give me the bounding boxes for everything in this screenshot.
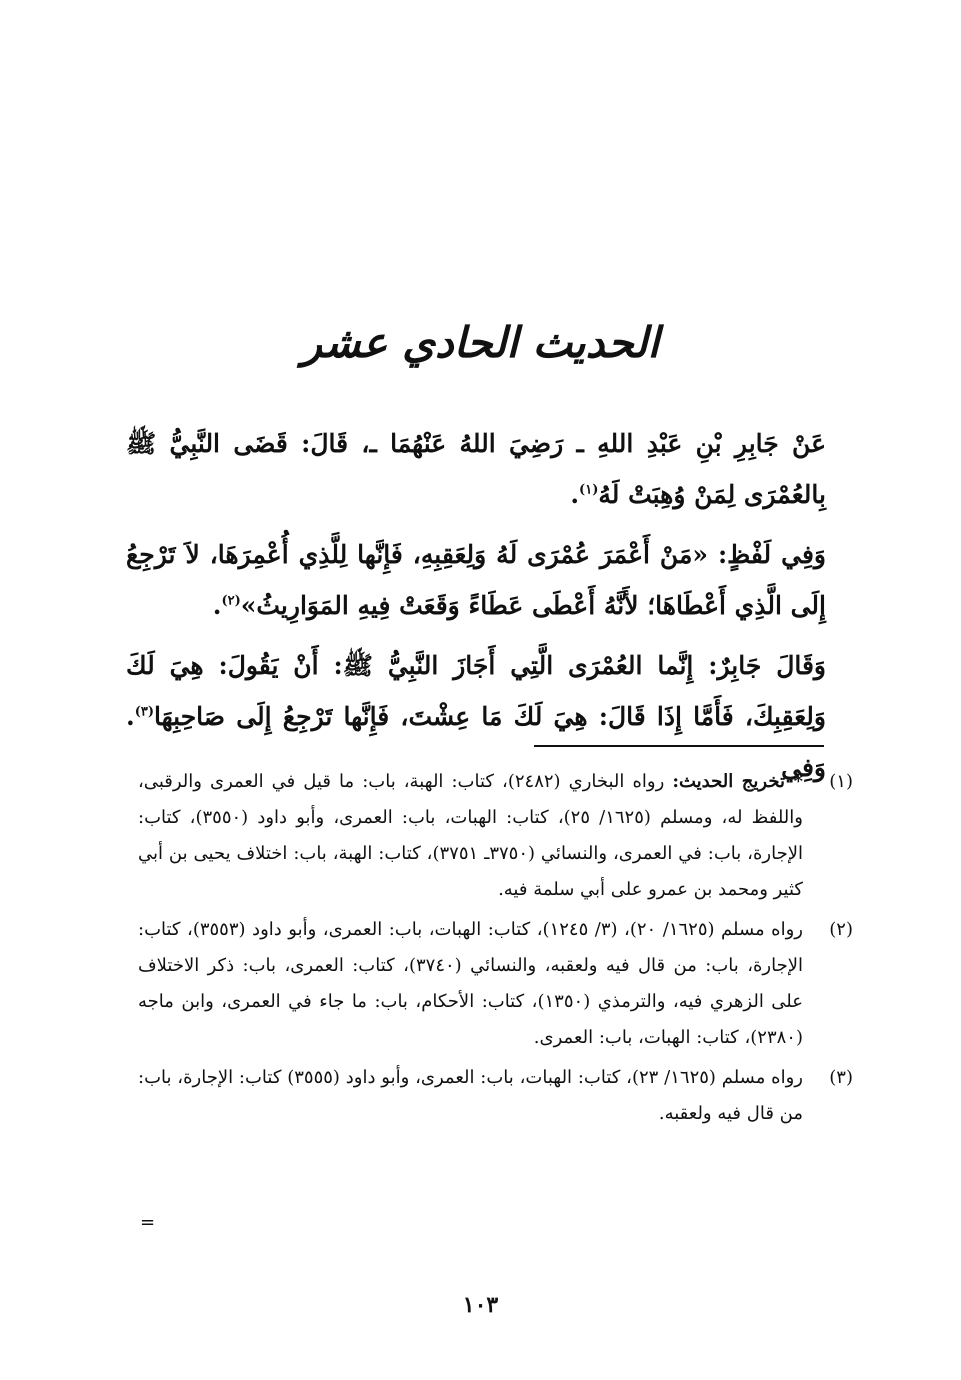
continuation-mark: = [140, 1212, 156, 1233]
page-number: ١٠٣ [462, 1292, 499, 1318]
footnote-3 [138, 1060, 853, 1132]
footnote-ref-1: (١) [579, 482, 599, 498]
body-paragraph-1-text: عَنْ جَابِرِ بْنِ عَبْدِ اللهِ ـ رَضِيَ اللهُ عَنْهُمَا ـ، قَالَ: قَضَى النَّبِيُّ ﷺ بِالعُمْرَى لِمَنْ وُهِبَتْ لَهُ [126, 429, 826, 509]
footnote-1 [138, 764, 853, 908]
footnote-2-number: (٢) [829, 919, 853, 940]
footnote-1-body: رواه البخاري (٢٤٨٢)، كتاب: الهبة، باب: ما قيل في العمرى والرقبى، واللفظ له، ومسلم (١٦٢٥/ ٢٥)، كتاب: الهبات، باب: العمرى، وأبو داود (٣٥٥٠)، كتاب: الإجارة، باب: في العمرى، والنسائي (٣٧٥٠ـ ٣٧٥١)، كتاب: الهبة، باب: اختلاف يحيى بن أبي كثير ومحمد بن عمرو على أبي سلمة فيه. [138, 771, 803, 900]
footnote-3-body: رواه مسلم (١٦٢٥/ ٢٣)، كتاب: الهبات، باب: العمرى، وأبو داود (٣٥٥٥) كتاب: الإجارة، باب: من قال فيه ولعقبه. [138, 1067, 803, 1124]
footnote-divider [534, 745, 824, 747]
footnote-ref-3: (٣) [134, 704, 155, 720]
footnote-2-body: رواه مسلم (١٦٢٥/ ٢٠)، (٣/ ١٢٤٥)، كتاب: الهبات، باب: العمرى، وأبو داود (٣٥٥٣)، كتاب: الإجارة، باب: من قال فيه ولعقبه، والنسائي (٣٧٤٠)، كتاب: العمرى، باب: ذكر الاختلاف على الزهري فيه، والترمذي (١٣٥٠)، كتاب: الأحكام، باب: ما جاء في العمرى، وابن ماجه (٢٣٨٠)، كتاب: الهبات، باب: العمرى. [138, 919, 804, 1048]
body-paragraph-3-text: وَقَالَ جَابِرٌ: إِنَّما العُمْرَى الَّتِي أَجَازَ النَّبِيُّ ﷺ: أَنْ يَقُولَ: هِيَ لَكَ وَلِعَقِبِكَ، فَأَمَّا إِذَا قَالَ: هِيَ لَكَ مَا عِشْتَ، فَإِنَّها تَرْجِعُ إِلَى صَاحِبِهَا [126, 651, 826, 731]
body-paragraph-2-text: وَفِي لَفْظٍ: «مَنْ أَعْمَرَ عُمْرَى لَهُ وَلِعَقِبِهِ، فَإِنَّها لِلَّذِي أُعْمِرَهَا، لاَ تَرْجِعُ إِلَى الَّذِي أَعْطَاهَا؛ لأَنَّهُ أَعْطَى عَطَاءً وَقَعَتْ فِيهِ المَوَارِيثُ» [126, 540, 826, 620]
footnote-1-text [138, 764, 803, 908]
footnote-1-lead: * تخريج الحديث: [672, 771, 803, 792]
footnote-2-text [138, 912, 803, 1056]
chapter-title: الحديث الحادي عشر [301, 318, 660, 367]
body-paragraph-3-end: . وَفِي [126, 702, 826, 782]
body-paragraph-2-end: . [212, 591, 222, 620]
body-paragraph-1 [126, 418, 826, 520]
footnote-2 [138, 912, 853, 1056]
body-paragraph-2 [126, 529, 826, 631]
footnote-1-number: (١) [829, 771, 853, 792]
body-paragraph-1-end: . [570, 480, 580, 509]
footnote-3-text [138, 1060, 803, 1132]
footnote-3-number: (٣) [829, 1067, 853, 1088]
footnote-ref-2: (٢) [221, 593, 241, 609]
footnotes [138, 764, 853, 1136]
